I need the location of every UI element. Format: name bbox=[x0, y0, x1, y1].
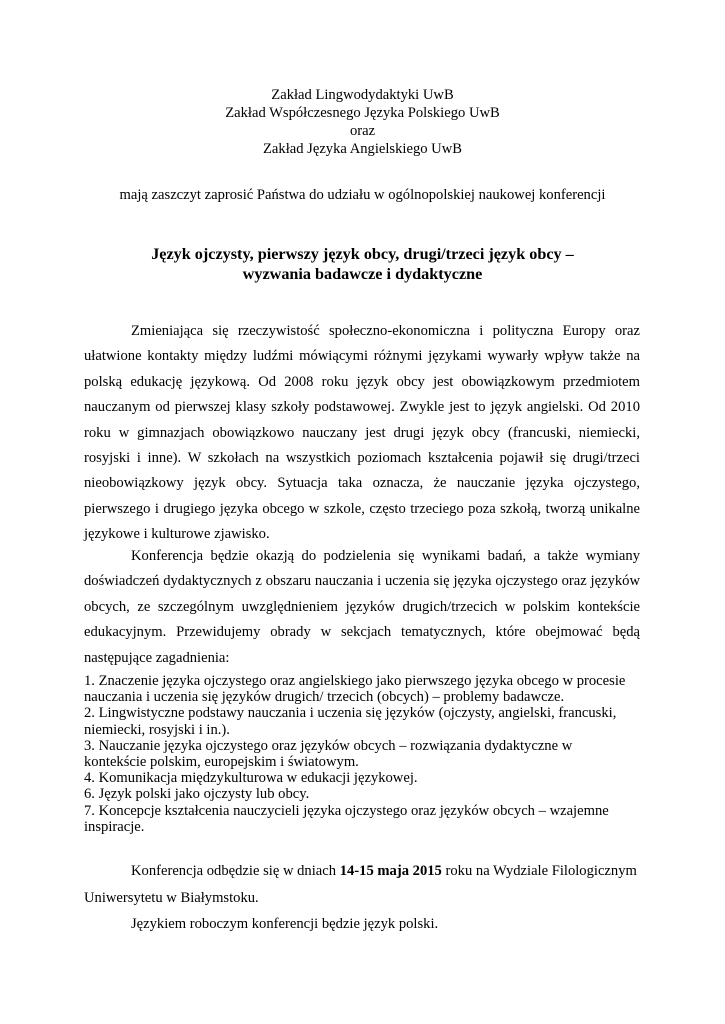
conference-date-paragraph bbox=[84, 858, 644, 912]
topics-list bbox=[84, 673, 644, 835]
organizer-conjunction: oraz bbox=[349, 123, 376, 139]
list-item: 2. Lingwistyczne podstawy nauczania i uczenia się języków (ojczysty, angielski, francuski, niemiecki, rosyjski i in.). bbox=[84, 705, 617, 738]
conference-paragraph: Konferencja będzie okazją do podzielenia się wynikami badań, a także wymiany doświadczeń dydaktycznych z obszaru nauczania i uczenia się języka ojczystego oraz języków obcych, ze szczególnym uwzględnieniem języków drugich/trzecich w polskim kontekście edukacyjnym. Przewidujemy obrady w sekcjach tematycznych, które obejmować będą następujące zagadnienia: bbox=[84, 548, 640, 666]
list-item: 3. Nauczanie języka ojczystego oraz języków obcych – rozwiązania dydaktyczne w kontekście polskim, europejskim i światowym. bbox=[84, 737, 573, 771]
organizer-line-1: Zakład Lingwodydaktyki UwB bbox=[271, 87, 454, 103]
title-line-2: wyzwania badawcze i dydaktyczne bbox=[242, 265, 483, 283]
title-line-1: Język ojczysty, pierwszy język obcy, drugi/trzeci język obcy – bbox=[151, 245, 574, 263]
date-suffix: roku na Wydziale Filologicznym Uniwersytetu w Białymstoku. bbox=[84, 863, 637, 906]
organizer-line-2: Zakład Współczesnego Języka Polskiego UwB bbox=[225, 105, 500, 121]
conference-dates: 14-15 maja 2015 bbox=[339, 863, 442, 879]
list-item: 1. Znaczenie języka ojczystego oraz angielskiego jako pierwszego języka obcego w procesie nauczania i uczenia się języków drugich/ trzecich (obcych) – problemy badawcze. bbox=[84, 673, 626, 706]
date-prefix: Konferencja odbędzie się w dniach bbox=[131, 863, 340, 879]
list-item: 6. Język polski jako ojczysty lub obcy. bbox=[84, 786, 310, 803]
conference-title bbox=[0, 244, 725, 284]
list-item: 4. Komunikacja międzykulturowa w edukacji językowej. bbox=[84, 770, 418, 787]
invitation-text: mają zaszczyt zaprosić Państwa do udziału w ogólnopolskiej naukowej konferencji bbox=[119, 187, 606, 203]
organizers-header bbox=[0, 86, 725, 158]
working-language-paragraph: Językiem roboczym konferencji będzie język polski. bbox=[131, 916, 439, 932]
intro-paragraph: Zmieniająca się rzeczywistość społeczno-ekonomiczna i polityczna Europy oraz ułatwione kontakty między ludźmi mówiącymi różnymi językami wywarły wpływ także na polską edukację językową. Od 2008 roku język obcy jest obowiązkowym przedmiotem nauczanym od pierwszej klasy szkoły podstawowej. Zwykle jest to język angielski. Od 2010 roku w gimnazjach obowiązkowo nauczany jest drugi język obcy (francuski, niemiecki, rosyjski i inne). W szkołach na wszystkich poziomach kształcenia pojawił się drugi/trzeci nieobowiązkowy język obcy. Sytuacja taka oznacza, że nauczanie języka ojczystego, pierwszego i drugiego języka obcego w szkole, często trzeciego poza szkołą, tworzą unikalne językowe i kulturowe zjawisko. bbox=[84, 323, 640, 543]
list-item: 7. Koncepcje kształcenia nauczycieli języka ojczystego oraz języków obcych – wzajemne inspiracje. bbox=[84, 802, 609, 835]
organizer-line-3: Zakład Języka Angielskiego UwB bbox=[263, 141, 462, 157]
